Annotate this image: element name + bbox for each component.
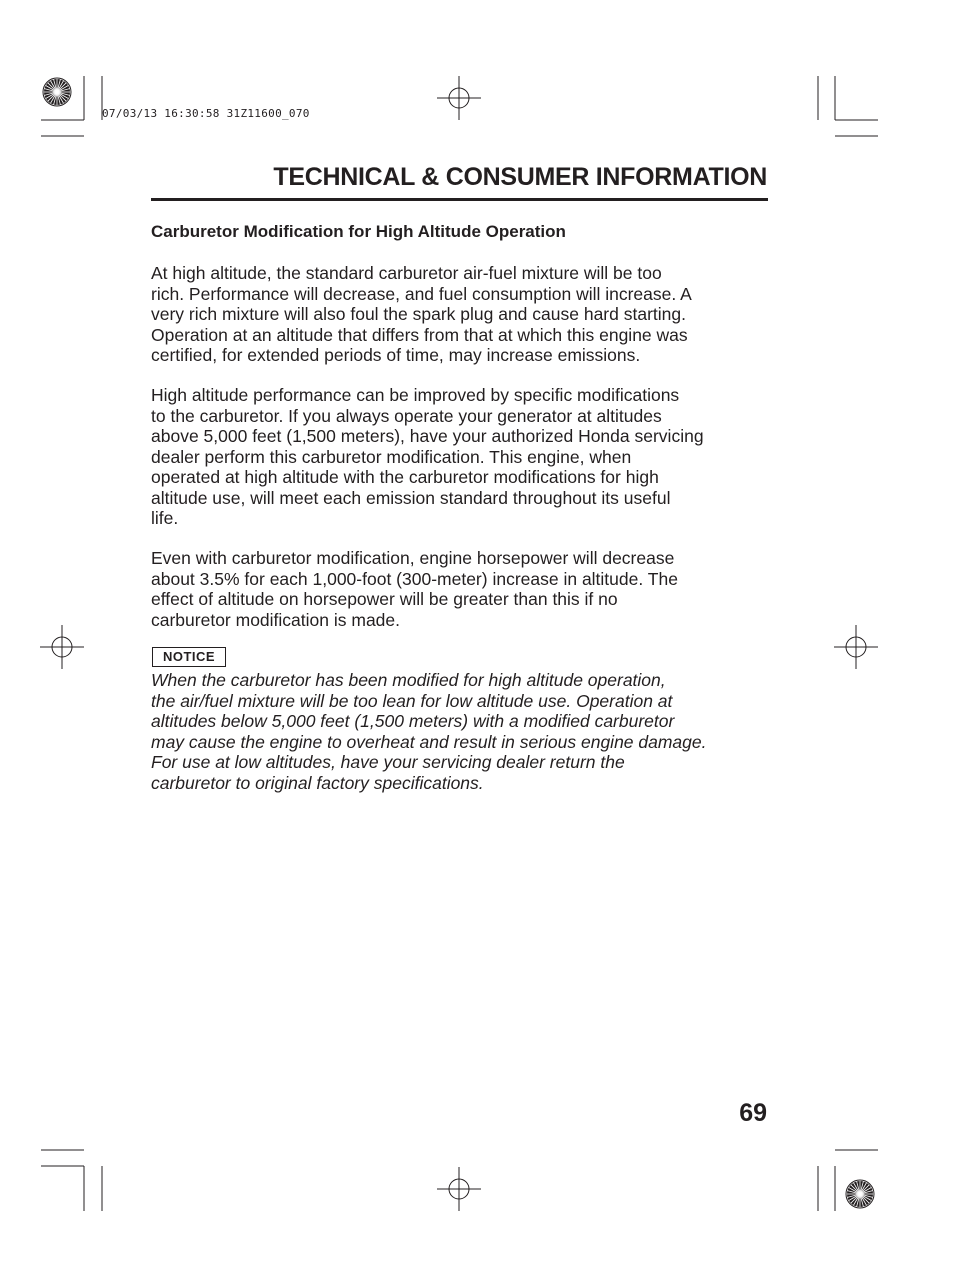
paragraph-line: about 3.5% for each 1,000-foot (300-meter) increase in altitude. The [151, 568, 678, 589]
paragraph-line: effect of altitude on horsepower will be greater than this if no [151, 589, 618, 609]
paragraph-line: High altitude performance can be improved by specific modifications [151, 385, 680, 405]
paragraph-line: very rich mixture will also foul the spark plug and cause hard starting. [151, 304, 686, 324]
notice-badge: NOTICE [152, 647, 226, 667]
notice-line: carburetor to original factory specifications. [151, 772, 484, 793]
registration-burst-top-left-icon [43, 78, 71, 106]
paragraph-line: above 5,000 feet (1,500 meters), have your authorized Honda servicing [151, 426, 704, 446]
registration-burst-bottom-right-icon [846, 1180, 874, 1208]
print-stamp: 07/03/13 16:30:58 31Z11600_070 [102, 107, 310, 120]
crop-marks-icon [41, 76, 878, 1211]
paragraph-line: life. [151, 508, 179, 528]
paragraph-1 [151, 263, 791, 366]
paragraph-line: dealer perform this carburetor modification. This engine, when [151, 446, 632, 467]
paragraph-2 [151, 385, 791, 529]
paragraph-line: rich. Performance will decrease, and fuel consumption will increase. A [151, 283, 692, 304]
crosshair-right-icon [834, 625, 878, 669]
section-heading: Carburetor Modification for High Altitude Operation [151, 222, 566, 241]
notice-line: altitudes below 5,000 feet (1,500 meters) with a modified carburetor [151, 711, 675, 731]
page-number: 69 [739, 1099, 767, 1127]
crosshair-top-icon [437, 76, 481, 120]
paragraph-line: certified, for extended periods of time, may increase emissions. [151, 345, 641, 365]
crosshair-left-icon [40, 625, 84, 669]
paragraph-line: carburetor modification is made. [151, 609, 400, 630]
paragraph-line: At high altitude, the standard carburetor air-fuel mixture will be too [151, 263, 662, 283]
title-rule [151, 198, 768, 201]
paragraph-line: to the carburetor. If you always operate your generator at altitudes [151, 405, 662, 426]
notice-line: may cause the engine to overheat and result in serious engine damage. [151, 731, 707, 752]
notice-line: For use at low altitudes, have your servicing dealer return the [151, 752, 625, 772]
notice-text [151, 670, 791, 793]
notice-line: When the carburetor has been modified for high altitude operation, [151, 670, 666, 690]
page-title: TECHNICAL & CONSUMER INFORMATION [273, 163, 767, 191]
paragraph-line: altitude use, will meet each emission standard throughout its useful [151, 487, 671, 508]
paragraph-line: Even with carburetor modification, engine horsepower will decrease [151, 548, 675, 568]
paragraph-line: Operation at an altitude that differs from that at which this engine was [151, 324, 688, 345]
paragraph-line: operated at high altitude with the carburetor modifications for high [151, 467, 659, 487]
notice-line: the air/fuel mixture will be too lean for low altitude use. Operation at [151, 690, 673, 711]
paragraph-3 [151, 548, 791, 630]
crosshair-bottom-icon [437, 1167, 481, 1211]
